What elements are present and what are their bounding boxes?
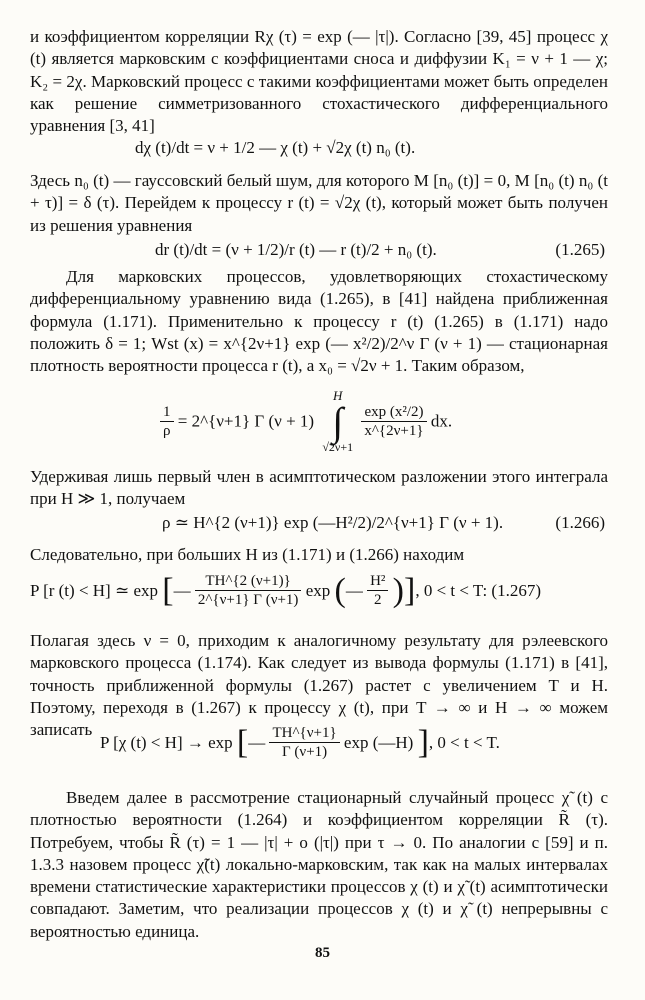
integral: H ∫ √2ν+1 (322, 388, 354, 454)
equation-number-1-265: (1.265) (555, 240, 605, 259)
paragraph-white-noise: Здесь n₀ (t) — гауссовский белый шум, для которого M [n₀ (t)] = 0, M [n₀ (t) n₀ (t + τ)] = δ (τ). Перейдем к процессу r (t) = √2χ (t), который может быть получен из решения уравнения (30, 171, 608, 235)
equation-1-267: P [r (t) < H] ≃ exp [— $\frac{TH\^{}\{2 (\nu+1)\}}{2\^{}\{\nu+1\} \Gamma (\nu+1)}$ exp (— $\frac{\text{H²}}{2}$ )], 0 < t < T: (1.267) (30, 572, 541, 609)
equation-rho-integral: $\frac{1}{\rho}$ = 2^{ν+1} Γ (ν + 1) H ∫ √2ν+1 $\frac{\text{exp (x²/2)}}{x\^{}\{2\nu+1\}}$ dx. (160, 388, 452, 455)
paragraph-asymptotic: Удерживая лишь первый член в асимптотическом разложении этого интеграла при H ≫ 1, получаем (30, 467, 608, 509)
integral-sign-icon: ∫ (332, 399, 344, 444)
fraction-integrand: $\frac{\text{exp (x²/2)}}{x\^{}\{2\nu+1\}}$ (361, 404, 426, 440)
fraction-th-power: $\frac{TH\^{}\{2 (\nu+1)\}}{2\^{}\{\nu+1\} \Gamma (\nu+1)}$ (195, 573, 302, 609)
equation-number-1-266: (1.266) (555, 513, 605, 532)
paragraph-large-h: Следовательно, при больших H из (1.171) и (1.266) находим (30, 545, 465, 564)
paragraph-locally-markov: Введем далее в рассмотрение стационарный случайный процесс χ̃ (t) с плотностью вероятности (1.264) и коэффициентом корреляции R̃ (τ). Потребуем, чтобы R̃ (τ) = 1 — |τ| + o (|τ|) при τ → 0. По аналогии с [59] и п. 1.3.3 назовем процесс χ̃(t) локально-марковским, так как на малых интервалах времени статистические характеристики процессов χ (t) и χ̃ (t) асимптотически совпадают. Заметим, что реализации процессов χ (t) и χ̃ (t) непрерывны с вероятностью единица. (30, 788, 608, 941)
fraction-th-nu: $\frac{TH\^{}\{\nu+1\}}{\Gamma (\nu+1)}$ (269, 725, 339, 761)
fraction-h-squared: $\frac{\text{H²}}{2}$ (367, 573, 388, 609)
paragraph-correlation: и коэффициентом корреляции Rχ (τ) = exp (— |τ|). Согласно [39, 45] процесс χ (t) является марковским с коэффициентами сноса и диффузии K₁ = ν + 1 — χ; K₂ = 2χ. Марковский процесс с такими коэффициентами может быть определен как решение симметризованного стохастического дифференциального уравнения [3, 41] (30, 27, 608, 136)
paragraph-rayleigh: Полагая здесь ν = 0, приходим к аналогичному результату для рэлеевского марковского процесса (1.174). Как следует из вывода формулы (1.171) в [41], точность приближенной формулы (1.267) растет с увеличением T и H. Поэтому, переходя в (1.267) к процессу χ (t), при T → ∞ и H → ∞ можем записать (30, 631, 608, 740)
equation-limit: P [χ (t) < H] → exp [— $\frac{TH\^{}\{\nu+1\}}{\Gamma (\nu+1)}$ exp (—H) ], 0 < t < T. (100, 724, 500, 761)
fraction-one-over-rho: $\frac{1}{\rho}$ (160, 404, 174, 440)
paragraph-markov-processes: Для марковских процессов, удовлетворяющих стохастическому дифференциальному уравнению вида (1.265), в [41] найдена приближенная формула (1.171). Применительно к процессу r (t) (1.265) в (1.171) надо положить δ = 1; Wst (x) = x^{2ν+1} exp (— x²/2)/2^ν Γ (ν + 1) — стационарная плотность вероятности процесса r (t), а x₀ = √2ν + 1. Таким образом, (30, 267, 608, 376)
equation-1-265: dr (t)/dt = (ν + 1/2)/r (t) — r (t)/2 + n₀ (t). (155, 240, 437, 259)
page-number: 85 (315, 945, 330, 961)
equation-1-266: ρ ≃ H^{2 (ν+1)} exp (—H²/2)/2^{ν+1} Γ (ν + 1). (162, 513, 504, 532)
equation-sde: dχ (t)/dt = ν + 1/2 — χ (t) + √2χ (t) n₀ (t). (135, 138, 416, 157)
